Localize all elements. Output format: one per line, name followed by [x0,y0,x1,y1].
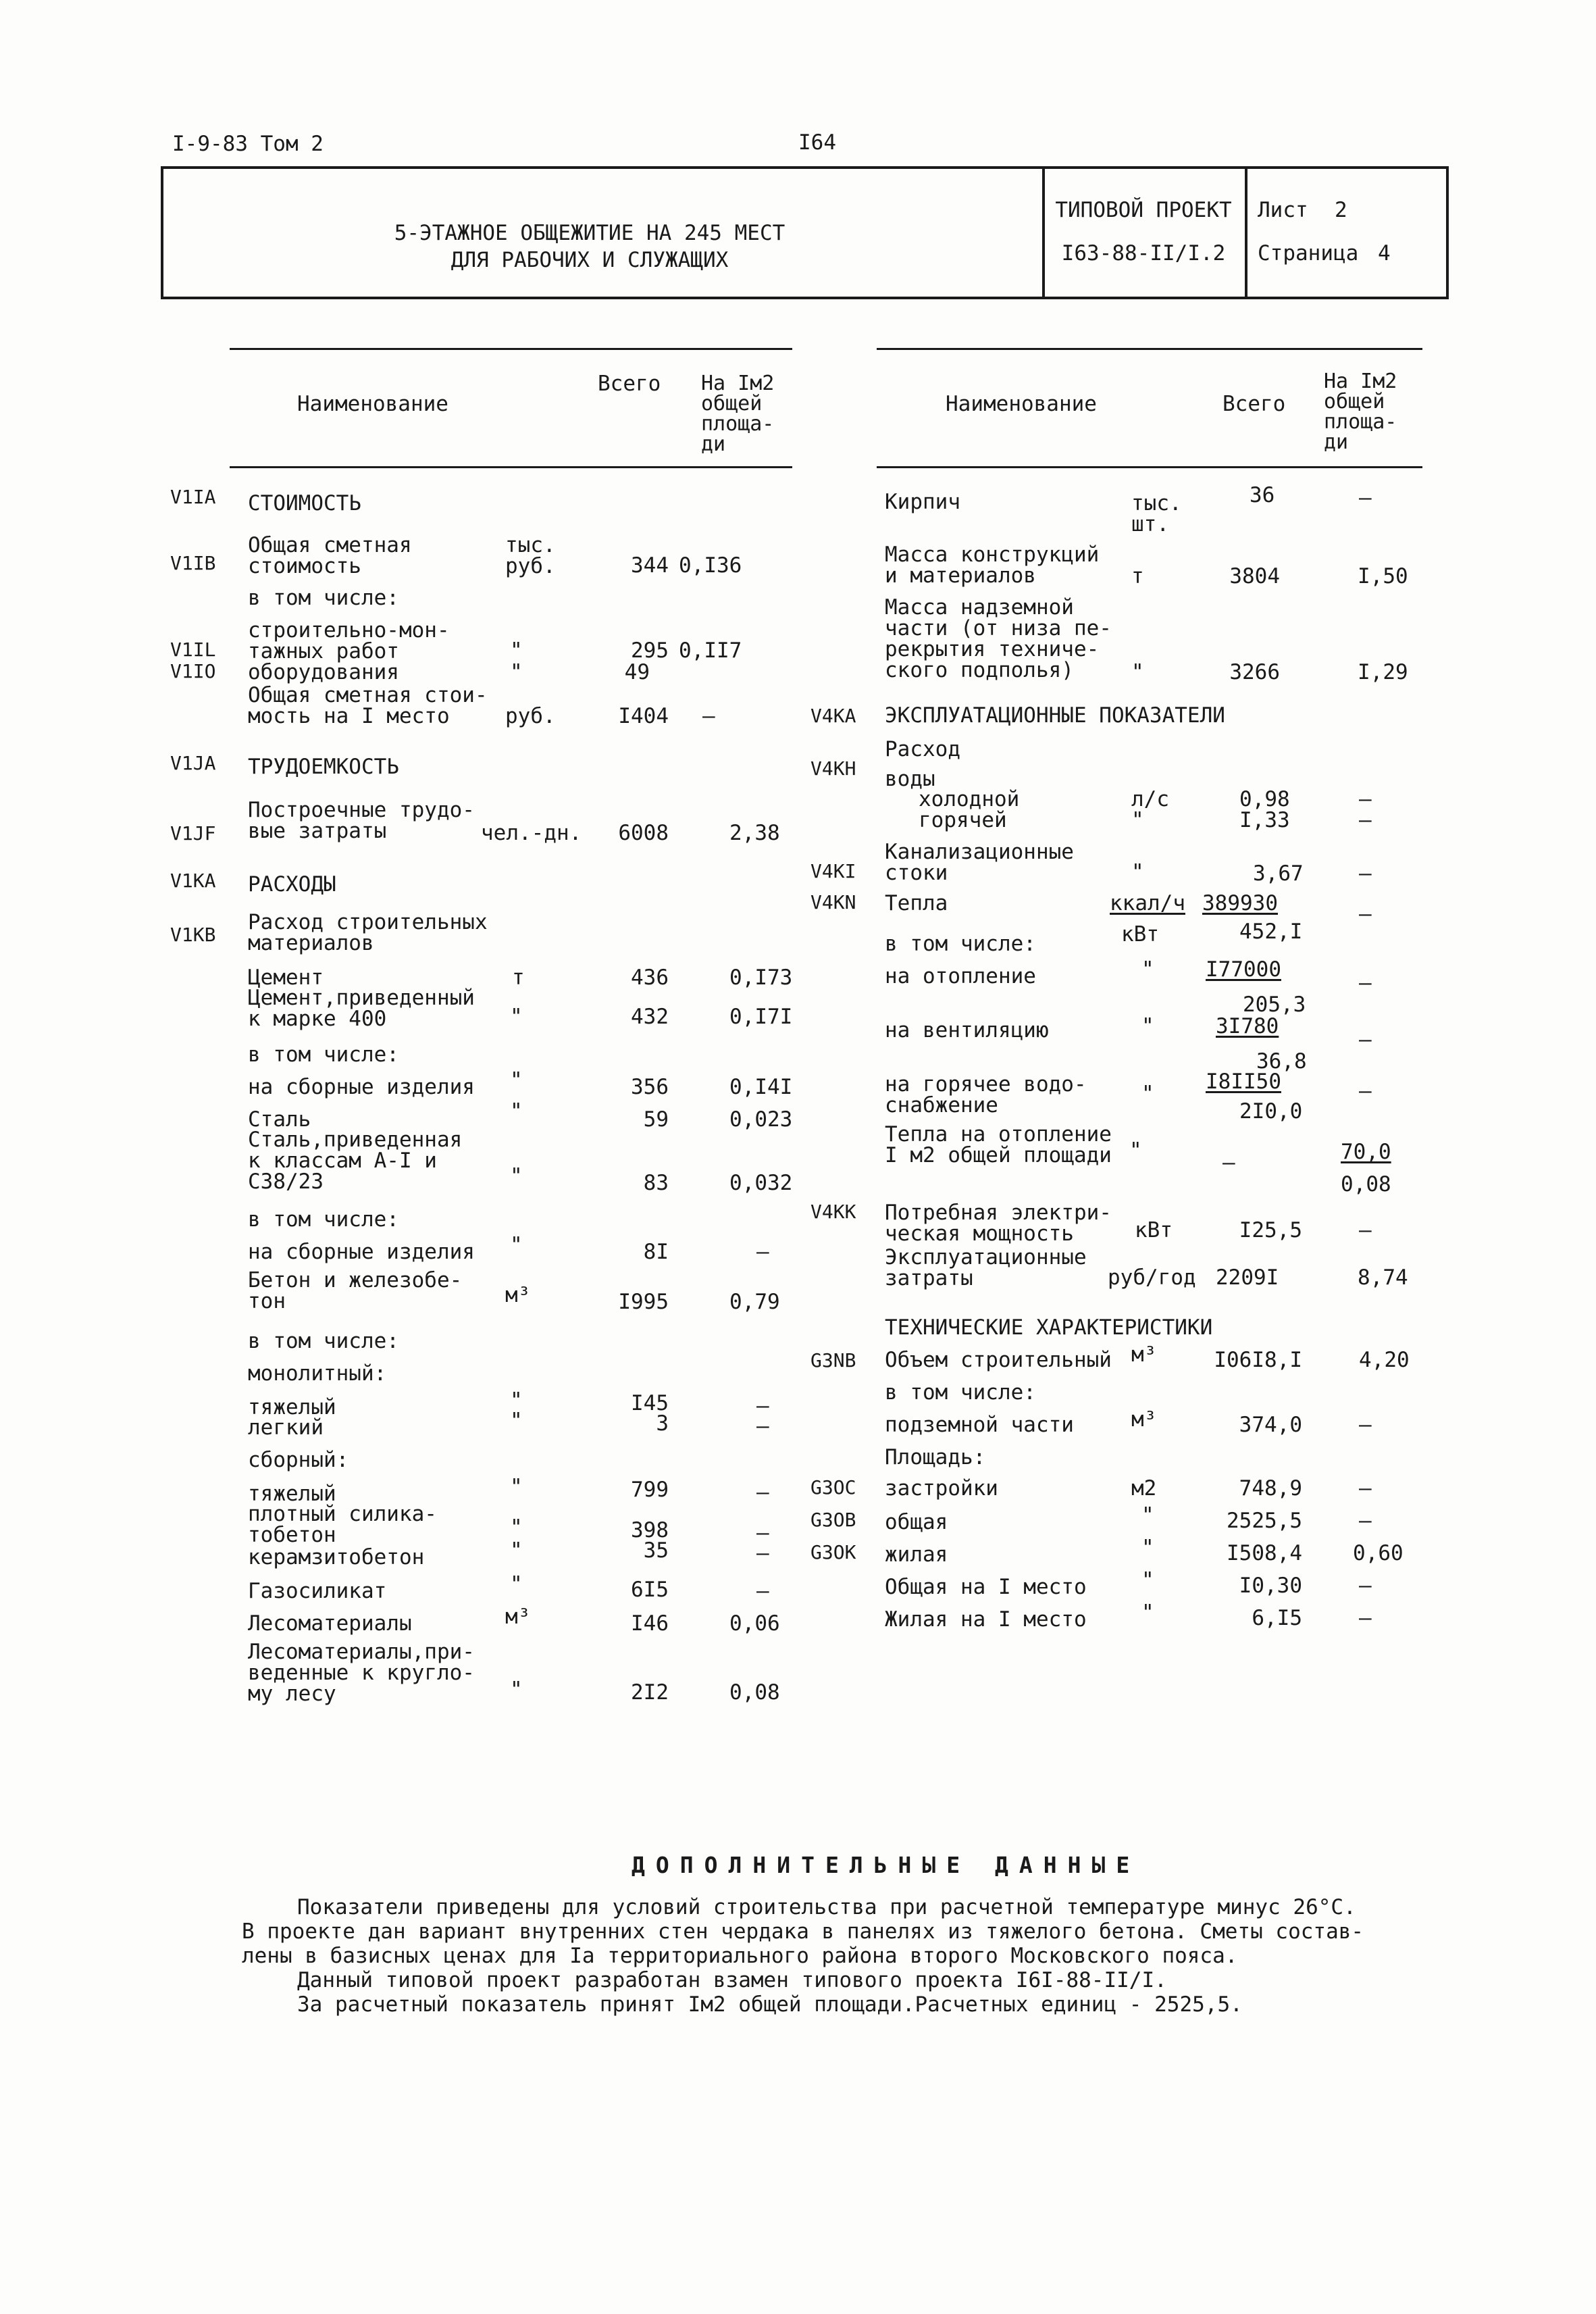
row-name: Площадь: [885,1445,986,1469]
right-header-total: Всего [1222,392,1286,416]
row-total: 3804 [1229,564,1280,588]
row-name: Расход строительных материалов [248,910,488,955]
row-code: V4KA [810,705,856,727]
row-per-m2: – [756,1394,769,1418]
row-total: I508,4 [1227,1541,1302,1565]
row-unit: " [1141,1601,1154,1625]
row-total-alt: 36,8 [1256,1049,1307,1074]
row-per-m2: – [756,1579,769,1603]
row-unit: " [510,1538,523,1563]
row-unit: " [510,1409,523,1433]
row-name: Тепла [885,891,948,915]
row-name: Цемент,приведенный к марке 400 [248,986,475,1031]
row-name: тяжелый [248,1482,336,1506]
row-code: V1IL [170,638,216,661]
row-per-m2: – [756,1480,769,1505]
row-name: Бетон и железобе- тон [248,1268,463,1313]
row-unit: м2 [1131,1476,1157,1501]
row-per-m2: I,29 [1358,660,1408,684]
note-line: За расчетный показатель принят Iм2 общей площади.Расчетных единиц - 2525,5. [297,1992,1243,2017]
row-name: на отопление [885,964,1036,988]
row-total: 3266 [1229,660,1280,684]
row-name: застройки [885,1476,998,1501]
row-total: 389930 [1202,891,1278,915]
note-line: Показатели приведены для условий строительства при расчетной температуре минус 26°С. [297,1895,1356,1919]
row-code: G3OK [810,1541,856,1563]
row-per-m2: 0,023 [729,1107,793,1132]
row-code: V4KN [810,891,856,913]
row-code: V1JA [170,752,216,774]
title-block [161,166,1449,299]
note-line: лены в базисных ценах для Iа территориального района второго Московского пояса. [242,1944,1238,1968]
left-table-top-rule [230,348,792,350]
row-unit: " [1141,1536,1154,1560]
row-name: Потребная электри- ческая мощность [885,1201,1112,1246]
row-total: 6I5 [631,1578,669,1602]
row-total: 83 [643,1171,669,1195]
row-unit: " [1141,1503,1154,1528]
row-name: на сборные изделия [248,1240,475,1264]
row-code: G3NB [810,1349,856,1372]
row-name: в том числе: [248,1329,399,1353]
row-unit: ккал/ч [1110,891,1185,915]
row-per-m2: 0,032 [729,1171,793,1195]
row-unit: " [510,1388,523,1413]
row-per-m2: 0,II7 [679,638,742,663]
row-name: жилая [885,1542,948,1567]
row-per-m2: – [1359,971,1372,995]
row-code: V1IB [170,552,216,574]
row-per-m2: – [756,1240,769,1264]
row-total: 295 [631,638,669,663]
row-unit: " [510,1572,523,1596]
page-number: I64 [798,130,836,155]
row-per-m2: – [1359,1079,1372,1103]
row-per-m2: I,50 [1358,564,1408,588]
row-name: легкий [248,1415,324,1440]
title-block-divider [1245,166,1247,299]
row-name: Объем строительный [885,1348,1112,1372]
row-name: Масса надземной части (от низа пе- рекрытия техниче- ского подполья) [885,595,1112,682]
section-labor: ТРУДОЕМКОСТЬ [248,755,399,779]
row-per-m2: 0,I73 [729,965,793,990]
left-header-name: Наименование [297,392,448,416]
row-per-m2: – [1359,1574,1372,1598]
row-total: 3I780 [1216,1014,1279,1038]
row-name: строительно-мон- тажных работ [248,618,450,663]
project-number: I63-88-II/I.2 [1061,241,1226,266]
row-unit: кВт [1135,1218,1173,1242]
sheet-value: 2 [1335,198,1347,222]
row-per-m2: – [1359,1413,1372,1437]
section-expenses: РАСХОДЫ [248,872,336,897]
row-total: 35 [643,1538,669,1563]
row-per-m2: – [1359,1218,1372,1242]
row-unit: " [510,1475,523,1499]
row-total: 0,98 I,33 [1239,787,1290,832]
row-code: V1IA [170,486,216,508]
row-unit: " [510,1005,523,1029]
row-name: Лесоматериалы [248,1611,412,1636]
row-total: 2I2 [631,1680,669,1705]
row-code: V1IO [170,660,216,682]
row-name: Расход воды [885,737,960,791]
row-total: I0,30 [1239,1574,1302,1598]
row-name: сборный: [248,1448,349,1472]
row-total: 59 [643,1107,669,1132]
row-total: I25,5 [1239,1218,1302,1242]
row-name: Жилая на I место [885,1607,1087,1632]
row-name: Кирпич [885,490,960,514]
row-per-m2: – [756,1541,769,1565]
row-name: в том числе: [885,1380,1036,1405]
row-name: оборудования [248,660,399,684]
row-per-m2: – [1359,1028,1372,1052]
row-total: 8I [643,1240,669,1264]
row-name: Лесоматериалы,при- веденные к круглo- му лесу [248,1640,475,1706]
row-total: 3 [656,1411,669,1436]
row-per-m2: 4,20 [1359,1348,1410,1372]
row-code: G3OC [810,1476,856,1499]
row-unit: " [1141,1568,1154,1592]
row-code: V1KB [170,924,216,946]
row-name: Построечные трудо- вые затраты [248,798,475,843]
row-total: 748,9 [1239,1476,1302,1501]
row-per-m2: – – [1359,787,1372,832]
row-unit: м³ [1131,1407,1157,1432]
row-per-m2: – [1359,902,1372,926]
row-name: холодной горячей [919,787,1020,832]
document-reference: I-9-83 Том 2 [172,132,324,156]
row-per-m2: 0,60 [1353,1541,1404,1565]
row-name: Сталь [248,1107,311,1132]
left-header-total: Всего [598,372,661,396]
row-name: на сборные изделия [248,1075,475,1099]
row-unit: " [510,1164,523,1188]
left-table-header-rule [230,466,792,468]
row-total: 398 [631,1518,669,1542]
row-total: – [1222,1151,1235,1175]
row-name: Общая сметная стоимость [248,533,412,578]
page-value: 4 [1378,241,1391,266]
additional-heading: ДОПОЛНИТЕЛЬНЫЕ ДАННЫЕ [632,1852,1141,1878]
row-name: Цемент [248,965,324,990]
left-header-per-m2: На Iм2 общей площа- ди [701,372,775,456]
row-total-alt: 2I0,0 [1239,1099,1303,1124]
row-code: V1JF [170,822,216,845]
row-name: на горячее водо- снабжение [885,1072,1087,1117]
row-code: V4KH [810,757,856,780]
row-code: V4KK [810,1201,856,1223]
right-header-name: Наименование [946,392,1097,416]
row-total: 356 [631,1075,669,1099]
row-total-alt: 205,3 [1243,992,1306,1017]
row-total: I46 [631,1611,669,1636]
row-unit: тыс. шт. [1131,491,1182,536]
row-name: Газосиликат [248,1579,387,1603]
row-total: I404 [618,704,669,728]
row-per-m2: 0,06 [729,1611,780,1636]
row-name: Эксплуатационные затраты [885,1245,1087,1290]
right-header-per-m2: На Iм2 общей площа- ди [1324,370,1397,454]
row-unit: тыс. руб. [505,533,556,578]
row-total: 36 [1250,483,1275,507]
row-total: 436 [631,965,669,990]
row-unit: м³ [505,1605,531,1629]
row-per-m2: 70,0 [1341,1140,1391,1164]
row-per-m2: – [756,1414,769,1438]
row-total: I06I8,I [1214,1348,1302,1372]
row-per-m2: – [1359,1476,1372,1501]
row-total: 2209I [1216,1265,1279,1290]
row-total: I77000 [1206,957,1281,982]
row-total: 344 [631,553,669,578]
row-total: 6008 [618,821,669,845]
sheet-label: Лист [1258,198,1308,222]
row-name: подземной части [885,1413,1074,1437]
row-per-m2-alt: 0,08 [1341,1172,1391,1197]
row-unit: " [1131,860,1144,884]
row-unit: т [1131,564,1144,588]
row-per-m2: 0,I36 [679,553,742,578]
row-per-m2: 0,I4I [729,1075,793,1099]
row-unit: " [1141,957,1154,982]
row-name: в том числе: [248,1042,399,1067]
row-code: V4KI [810,860,856,882]
row-name: Общая сметная стои- мость на I место [248,683,488,728]
title-block-divider [1042,166,1045,299]
row-name: монолитный: [248,1361,387,1386]
row-code: G3OB [810,1509,856,1531]
row-unit: т [512,965,525,990]
row-name: Тепла на отопление I м2 общей площади [885,1122,1112,1167]
row-unit: " [510,638,523,663]
row-name: Канализационные стоки [885,840,1074,885]
row-per-m2: – [1359,1509,1372,1533]
row-per-m2: 0,79 [729,1290,780,1314]
row-per-m2: – [1359,1606,1372,1630]
row-total: 432 [631,1005,669,1029]
right-table-top-rule [877,348,1422,350]
row-per-m2: – [702,704,715,728]
row-unit: л/с " [1131,787,1169,832]
row-total: 49 [624,660,650,684]
row-unit: " [510,1099,523,1124]
row-unit: " [510,1515,523,1540]
row-per-m2: 0,08 [729,1680,780,1705]
row-name: на вентиляцию [885,1018,1049,1042]
row-per-m2: 2,38 [729,821,780,845]
row-code: V1KA [170,870,216,892]
row-total: I995 [618,1290,669,1314]
row-name: в том числе: [885,932,1036,956]
row-unit: " [510,1678,523,1702]
row-unit-alt: кВт [1121,922,1159,947]
row-total-alt: 452,I [1239,920,1303,944]
row-unit: м³ [505,1283,531,1307]
row-unit: " [1131,660,1144,684]
row-total: 3,67 [1253,861,1304,886]
section-technical: ТЕХНИЧЕСКИЕ ХАРАКТЕРИСТИКИ [885,1315,1213,1340]
row-per-m2: – [1359,861,1372,886]
row-name: Масса конструкций и материалов [885,543,1100,588]
page-label: Страница [1258,241,1359,266]
row-name: в том числе: [248,1207,399,1232]
row-name: тяжелый [248,1395,336,1419]
row-per-m2: – [1359,486,1372,510]
row-name: Сталь,приведенная к классам А-I и С38/23 [248,1128,463,1194]
section-operation: ЭКСПЛУАТАЦИОННЫЕ ПОКАЗАТЕЛИ [885,703,1225,728]
right-table-header-rule [877,466,1422,468]
row-name: Общая на I место [885,1575,1087,1599]
section-cost: СТОИМОСТЬ [248,491,361,515]
project-label: ТИПОВОЙ ПРОЕКТ [1055,198,1232,222]
row-total: 799 [631,1478,669,1502]
row-total: I45 [631,1391,669,1415]
row-name: в том числе: [248,586,399,610]
row-name: общая [885,1510,948,1534]
row-unit: руб. [505,704,556,728]
row-unit: чел.-дн. [481,821,582,845]
row-total: 2525,5 [1227,1509,1302,1533]
row-unit: руб/год [1108,1265,1196,1290]
row-unit: " [1129,1138,1142,1163]
row-total: I8II50 [1206,1070,1281,1094]
row-unit: м³ [1131,1342,1157,1367]
row-unit: " [510,1068,523,1092]
project-title: 5-ЭТАЖНОЕ ОБЩЕЖИТИЕ НА 245 МЕСТ [394,221,786,245]
row-per-m2: – [756,1521,769,1545]
note-line: В проекте дан вариант внутренних стен чердака в панелях из тяжелого бетона. Сметы состав- [242,1919,1364,1944]
row-per-m2: 0,I7I [729,1005,793,1029]
row-name: керамзитобетон [248,1545,425,1569]
note-line: Данный типовой проект разработан взамен типового проекта I6I-88-II/I. [297,1968,1167,1992]
row-total: 374,0 [1239,1413,1302,1437]
row-unit: " [510,1233,523,1257]
row-name: плотный силика- тобетон [248,1502,437,1547]
row-unit: " [1141,1082,1154,1106]
row-unit: " [510,660,523,684]
row-unit: " [1141,1014,1154,1038]
project-subtitle: ДЛЯ РАБОЧИХ И СЛУЖАЩИХ [451,248,729,272]
row-total: 6,I5 [1252,1606,1302,1630]
row-per-m2: 8,74 [1358,1265,1408,1290]
